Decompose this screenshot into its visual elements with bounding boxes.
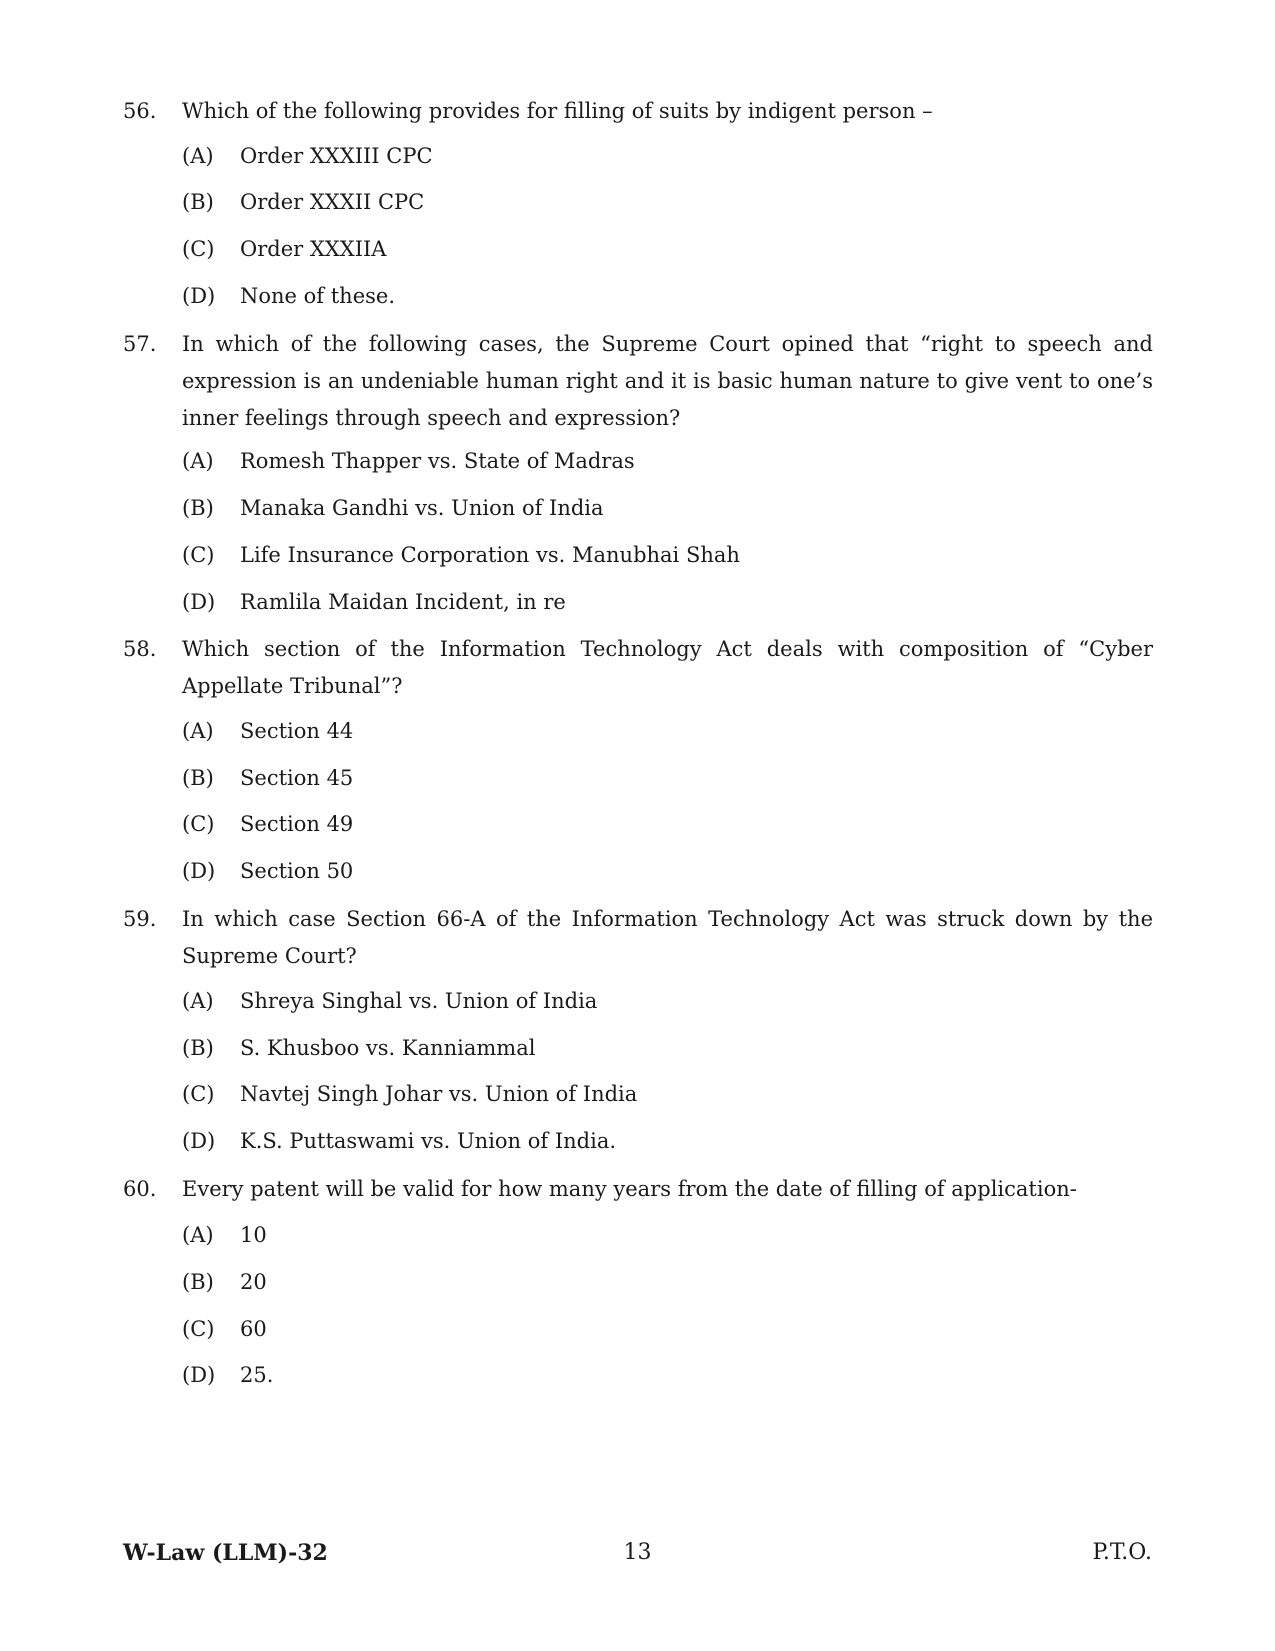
option-text: Order XXXII CPC <box>240 190 425 214</box>
option-58-c <box>182 810 353 838</box>
option-text: Navtej Singh Johar vs. Union of India <box>240 1082 638 1106</box>
option-label: (C) <box>182 543 215 567</box>
option-59-a <box>182 987 597 1015</box>
option-57-d <box>182 588 566 616</box>
question-number: 59. <box>123 907 157 931</box>
option-label: (B) <box>182 1270 214 1294</box>
option-59-b <box>182 1034 535 1062</box>
option-text: Shreya Singhal vs. Union of India <box>240 989 598 1013</box>
option-text: Order XXXIII CPC <box>240 144 433 168</box>
option-text: K.S. Puttaswami vs. Union of India. <box>240 1129 617 1153</box>
option-text: Section 49 <box>240 812 354 836</box>
question-text: In which of the following cases, the Supreme Court opined that “right to speech and expression is an undeniable human right and it is basic human nature to give vent to one’s inner feelings through speech and expression? <box>182 332 1153 430</box>
option-text: Order XXXIIA <box>240 237 387 261</box>
option-label: (C) <box>182 1317 215 1341</box>
option-label: (B) <box>182 496 214 520</box>
question-number: 58. <box>123 637 157 661</box>
option-label: (D) <box>182 859 216 883</box>
option-text: Section 45 <box>240 766 354 790</box>
option-60-d <box>182 1361 273 1389</box>
question-text: Every patent will be valid for how many years from the date of filling of application- <box>182 1177 1077 1201</box>
option-text: S. Khusboo vs. Kanniammal <box>240 1036 536 1060</box>
option-56-b <box>182 188 424 216</box>
option-59-d <box>182 1127 616 1155</box>
option-text: Section 50 <box>240 859 354 883</box>
question-60 <box>123 1171 1153 1208</box>
option-label: (C) <box>182 1082 215 1106</box>
option-text: Manaka Gandhi vs. Union of India <box>240 496 604 520</box>
paper-code: W-Law (LLM)-32 <box>123 1540 328 1566</box>
option-60-c <box>182 1315 267 1343</box>
option-text: Life Insurance Corporation vs. Manubhai Shah <box>240 543 740 567</box>
option-text: Ramlila Maidan Incident, in re <box>240 590 566 614</box>
option-label: (D) <box>182 1363 216 1387</box>
option-label: (A) <box>182 989 214 1013</box>
option-label: (B) <box>182 1036 214 1060</box>
option-text: 20 <box>240 1270 267 1294</box>
option-text: 10 <box>240 1223 267 1247</box>
option-label: (D) <box>182 284 216 308</box>
option-58-b <box>182 764 353 792</box>
option-56-c <box>182 235 386 263</box>
page-number: 13 <box>623 1540 652 1565</box>
question-number: 57. <box>123 332 157 356</box>
question-59 <box>123 901 1153 975</box>
pto-note: P.T.O. <box>1092 1540 1152 1565</box>
option-58-d <box>182 857 353 885</box>
question-text: Which of the following provides for filling of suits by indigent person – <box>182 99 933 123</box>
option-56-a <box>182 142 433 170</box>
option-label: (A) <box>182 1223 214 1247</box>
option-60-a <box>182 1221 267 1249</box>
option-label: (A) <box>182 449 214 473</box>
option-label: (C) <box>182 237 215 261</box>
option-label: (D) <box>182 1129 216 1153</box>
question-57 <box>123 326 1153 437</box>
option-56-d <box>182 282 395 310</box>
option-text: None of these. <box>240 284 396 308</box>
option-label: (A) <box>182 719 214 743</box>
option-58-a <box>182 717 353 745</box>
question-number: 60. <box>123 1177 157 1201</box>
question-text: Which section of the Information Technology Act deals with composition of “Cyber Appellate Tribunal”? <box>182 637 1153 698</box>
option-label: (D) <box>182 590 216 614</box>
question-text: In which case Section 66-A of the Information Technology Act was struck down by the Supreme Court? <box>182 907 1153 968</box>
option-59-c <box>182 1080 637 1108</box>
option-57-b <box>182 494 604 522</box>
option-57-a <box>182 447 635 475</box>
option-57-c <box>182 541 740 569</box>
option-text: Section 44 <box>240 719 354 743</box>
option-text: 25. <box>240 1363 274 1387</box>
option-text: Romesh Thapper vs. State of Madras <box>240 449 635 473</box>
option-label: (C) <box>182 812 215 836</box>
option-label: (A) <box>182 144 214 168</box>
question-56 <box>123 93 1153 130</box>
option-label: (B) <box>182 190 214 214</box>
option-60-b <box>182 1268 267 1296</box>
question-number: 56. <box>123 99 157 123</box>
question-58 <box>123 631 1153 705</box>
option-text: 60 <box>240 1317 267 1341</box>
option-label: (B) <box>182 766 214 790</box>
